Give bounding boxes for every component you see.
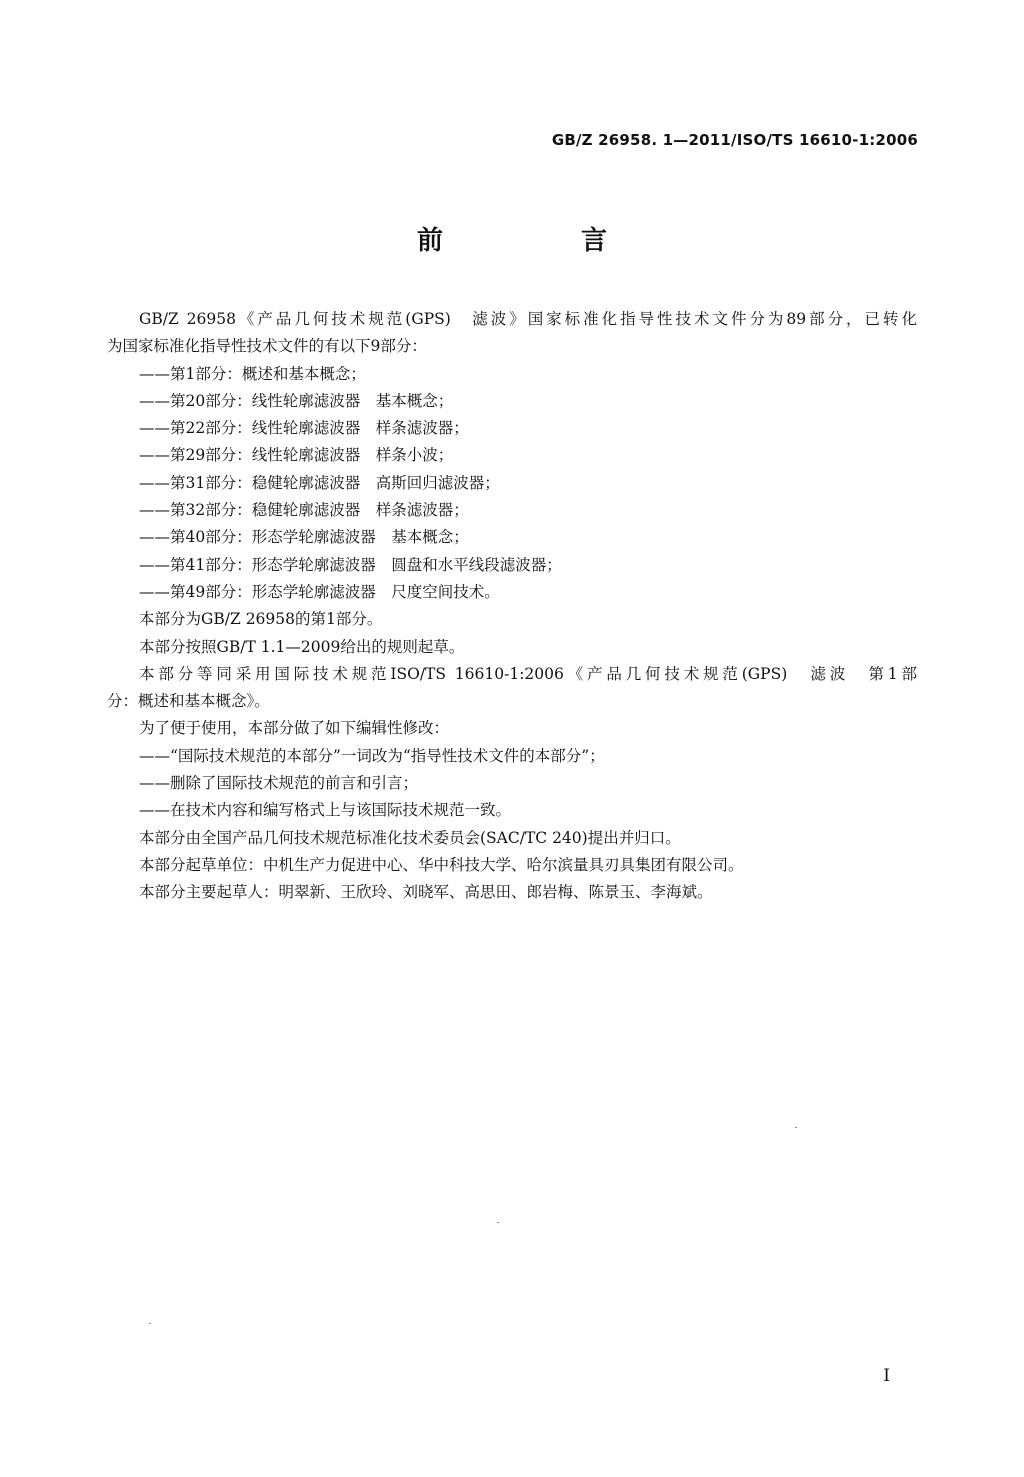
editorial-change-item: ——删除了国际技术规范的前言和引言； — [139, 774, 419, 793]
part-list-item: ——第40部分：形态学轮廓滤波器 基本概念； — [139, 528, 469, 547]
editorial-change-item: ——在技术内容和编写格式上与该国际技术规范一致。 — [139, 801, 512, 820]
scan-speck — [795, 1127, 797, 1128]
page-title: 前 言 — [416, 226, 663, 256]
part-list-item: ——第41部分：形态学轮廓滤波器 圆盘和水平线段滤波器； — [139, 555, 562, 574]
part-list-item: ——第22部分：线性轮廓滤波器 样条滤波器； — [139, 419, 469, 438]
editorial-changes-intro: 为了便于使用，本部分做了如下编辑性修改： — [139, 719, 450, 738]
proposed-by-paragraph: 本部分由全国产品几何技术规范标准化技术委员会(SAC/TC 240)提出并归口。 — [139, 828, 681, 847]
page-number: I — [883, 1366, 890, 1386]
scan-speck — [497, 1222, 499, 1223]
part-list-item: ——第49部分：形态学轮廓滤波器 尺度空间技术。 — [139, 582, 500, 601]
standard-code-header: GB/Z 26958. 1—2011/ISO/TS 16610-1:2006 — [551, 131, 918, 149]
part-statement-paragraph: 本部分为GB/Z 26958的第1部分。 — [139, 610, 383, 629]
drafters-paragraph: 本部分主要起草人：明翠新、王欣玲、刘晓军、高思田、郎岩梅、陈景玉、李海斌。 — [139, 883, 713, 902]
adoption-paragraph-line-2: 分：概述和基本概念》。 — [107, 692, 270, 711]
part-list-item: ——第1部分：概述和基本概念； — [139, 364, 366, 383]
scan-speck — [149, 1323, 151, 1324]
adoption-paragraph-line-1: 本部分等同采用国际技术规范ISO/TS 16610-1:2006《产品几何技术规范(GPS) 滤波 第1部 — [139, 664, 917, 683]
part-list-item: ——第31部分：稳健轮廓滤波器 高斯回归滤波器； — [139, 473, 500, 492]
part-list-item: ——第32部分：稳健轮廓滤波器 样条滤波器； — [139, 501, 469, 520]
document-body — [107, 306, 917, 907]
intro-paragraph-line-2: 为国家标准化指导性技术文件的有以下9部分： — [107, 337, 427, 356]
intro-paragraph-line-1: GB/Z 26958《产品几何技术规范(GPS) 滤波》国家标准化指导性技术文件分为89部分，已转化 — [139, 310, 917, 328]
part-list-item: ——第20部分：线性轮廓滤波器 基本概念； — [139, 391, 454, 410]
part-list-item: ——第29部分：线性轮廓滤波器 样条小波； — [139, 446, 454, 465]
editorial-change-item: ——“国际技术规范的本部分”一词改为“指导性技术文件的本部分”； — [139, 746, 605, 765]
drafting-rules-paragraph: 本部分按照GB/T 1.1—2009给出的规则起草。 — [139, 637, 465, 656]
drafting-units-paragraph: 本部分起草单位：中机生产力促进中心、华中科技大学、哈尔滨量具刃具集团有限公司。 — [139, 855, 744, 874]
